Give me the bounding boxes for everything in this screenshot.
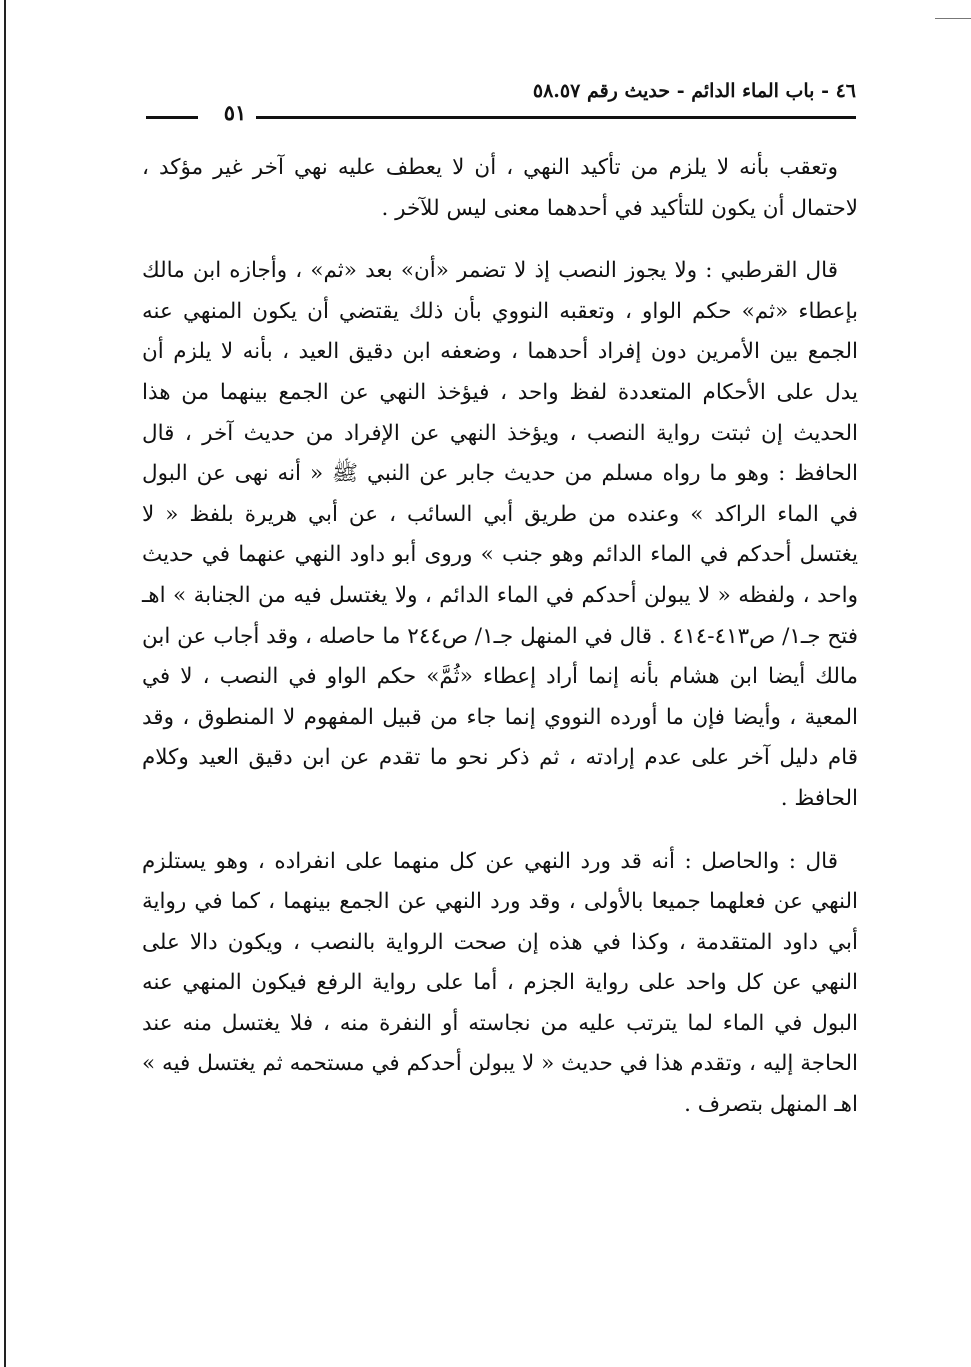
paragraph-3: قال : والحاصل : أنه قد ورد النهي عن كل منهما على انفراده ، وهو يستلزم النهي عن فعلهما جميعا بالأولى ، وقد ورد النهي عن الجمع بينهما ، كما في رواية أبي داود المتقدمة ، وكذا في هذه إن صحت الرواية بالنصب ، ويكون دالا على النهي عن كل واحد على رواية الجزم ، أما على رواية الرفع فيكون المنهي عنه البول في الماء لما يترتب عليه من نجاسته أو النفرة منه ، فلا يغتسل منه عند الحاجة إليه ، وتقدم هذا في حديث « لا يبولن أحدكم في مستحمه ثم يغتسل فيه » اهـ المنهل بتصرف . [142,848,858,1118]
paragraph-1: وتعقب بأنه لا يلزم من تأكيد النهي ، أن لا يعطف عليه نهي آخر غير مؤكد ، لاحتمال أن يكون للتأكيد في أحدهما معنى ليس للآخر . [142,155,858,221]
scan-mark-top-right [935,0,971,19]
page-header [140,72,856,132]
running-head: ٤٦ - باب الماء الدائم - حديث رقم ٥٨.٥٧ [532,80,856,102]
header-rule-right [256,116,856,119]
page-number: ٥١ [223,100,247,125]
paragraph-2: قال القرطبي : ولا يجوز النصب إذ لا تضمر «أن» بعد «ثم» ، وأجازه ابن مالك بإعطاء «ثم» حكم الواو ، وتعقبه النووي بأن ذلك يقتضي أن يكون المنهي عنه الجمع بين الأمرين دون إفراد أحدهما ، وضعفه ابن دقيق العيد ، بأنه لا يلزم أن يدل على الأحكام المتعددة لفظ واحد ، فيؤخذ النهي عن الجمع بينهما من هذا الحديث إن ثبتت رواية النصب ، ويؤخذ النهي عن الإفراد من حديث آخر ، قال الحافظ : وهو ما رواه مسلم من حديث جابر عن النبي ﷺ « أنه نهى عن البول في الماء الراكد » وعنده من طريق أبي السائب ، عن أبي هريرة بلفظ « لا يغتسل أحدكم في الماء الدائم وهو جنب » وروى أبو داود النهي عنهما في حديث واحد ، ولفظه « لا يبولن أحدكم في الماء الدائم ، ولا يغتسل فيه من الجنابة » اهـ فتح جـ١/ ص٤١٣-٤١٤ . قال في المنهل جـ١/ ص٢٤٤ ما حاصله ، وقد أجاب عن ابن مالك أيضا ابن هشام بأنه إنما أراد إعطاء «ثُمَّ» حكم الواو في النصب ، لا في المعية ، وأيضا فإن ما أورده النووي إنما جاء من قبيل المفهوم لا المنطوق ، وقد قام دليل آخر على عدم إرادته ، ثم ذكر نحو ما تقدم عن ابن دقيق العيد وكلام الحافظ . [142,258,859,811]
scan-border-left [4,0,6,1367]
header-rule-left [146,116,198,119]
page-body [142,148,858,1126]
